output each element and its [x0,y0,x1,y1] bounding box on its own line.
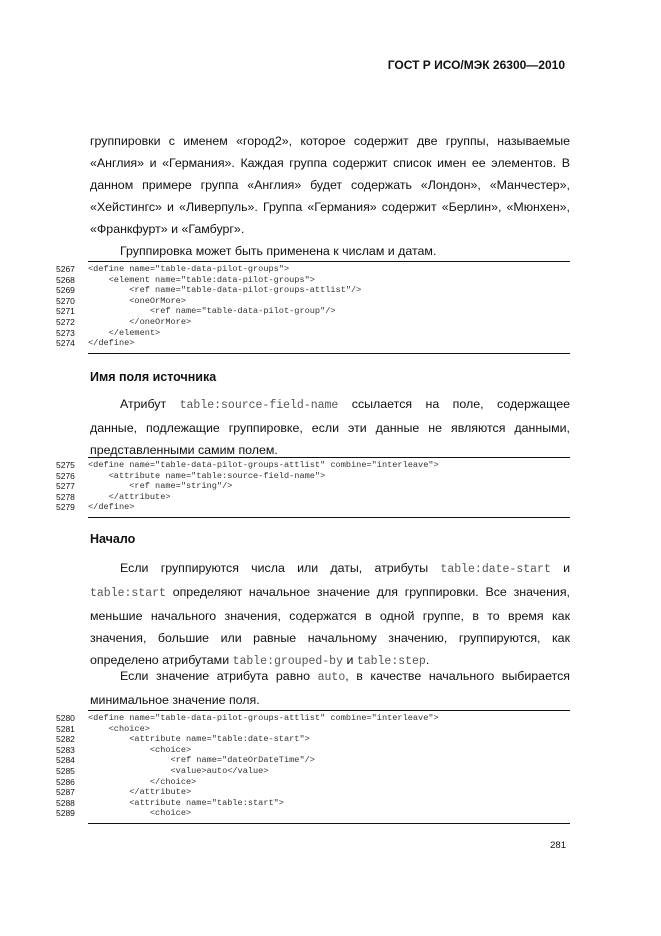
paragraph-line [90,581,570,605]
code-line [56,264,570,275]
line-number: 5276 [56,470,75,481]
line-number: 5281 [56,723,75,734]
code-text: <define name="table-data-pilot-groups"> [88,264,290,274]
code-text: <element name="table:data-pilot-groups"> [88,274,315,285]
paragraph-grouping-numbers [90,240,570,262]
code-line [56,798,570,809]
text: определяют начальное значение для группировки. Все значения, [172,585,570,599]
code-text: </oneOrMore> [88,316,192,327]
code-line [56,338,570,349]
code-bottom-rule [88,353,570,354]
code-line [56,296,570,307]
line-number: 5279 [56,502,75,513]
line-number: 5280 [56,713,75,723]
line-number: 5271 [56,306,75,317]
code-text: <choice> [88,808,192,819]
line-number: 5283 [56,744,75,755]
code-lines [56,458,570,517]
code-line [56,471,570,482]
code-text: <oneOrMore> [88,295,186,306]
code-lines [56,262,570,353]
code-line [56,745,570,756]
code-inline: table:grouped-by [232,655,343,668]
line-number: 5282 [56,734,75,745]
code-inline: table:source-field-name [179,399,339,412]
paragraph-line: данном примере группа «Англия» будет содержать «Лондон», «Манчестер», [90,178,570,192]
code-line [56,713,570,724]
document-header: ГОСТ Р ИСО/МЭК 26300—2010 [387,58,565,72]
paragraph-line: «Хейстингс» и «Ливерпуль». Группа «Германия» содержит «Берлин», «Мюнхен», [90,200,570,214]
paragraph-line: представленными самим полем. [90,443,278,457]
code-line [56,285,570,296]
paragraph-auto [90,665,570,711]
line-number: 5274 [56,338,75,349]
code-text: </define> [88,338,135,349]
code-line [56,766,570,777]
code-line [56,502,570,513]
paragraph-line [90,393,570,417]
line-number: 5277 [56,481,75,492]
code-inline: auto [317,671,346,684]
line-number: 5269 [56,285,75,296]
code-text: <attribute name="table:date-start"> [88,734,310,745]
line-number: 5284 [56,755,75,766]
text: и [563,561,570,575]
code-inline: table:step [356,655,426,668]
code-line [56,724,570,735]
code-text: <ref name="table-data-pilot-groups-attlist"/> [88,285,362,296]
code-block-start [56,710,570,824]
text: Атрибут [120,397,167,411]
code-text: </attribute> [88,491,171,502]
text: и [346,653,354,667]
paragraph-line: значения, большие или равные начальному значению, группируются, как [90,631,570,645]
text: определено атрибутами [90,653,230,667]
code-text: <value>auto</value> [88,765,269,776]
code-line [56,755,570,766]
paragraph-line: «Англия» и «Германия». Каждая группа содержит список имен ее элементов. В [90,156,570,170]
line-number: 5286 [56,776,75,787]
line-number: 5289 [56,808,75,819]
line-number: 5270 [56,295,75,306]
code-line [56,306,570,317]
paragraph-line [90,557,570,581]
code-inline: table:date-start [440,563,551,576]
line-number: 5272 [56,316,75,327]
text: . [425,653,430,667]
code-line [56,787,570,798]
code-text: </attribute> [88,787,192,798]
line-number: 5285 [56,765,75,776]
code-text: <ref name="string"/> [88,481,233,492]
code-line [56,777,570,788]
line-number: 5273 [56,327,75,338]
code-line [56,275,570,286]
code-text: </element> [88,327,161,338]
paragraph-line: минимальное значение поля. [90,693,260,707]
code-block-source-field [56,457,570,518]
code-block-groups [56,261,570,354]
code-bottom-rule [88,823,570,824]
code-line [56,808,570,819]
line-number: 5267 [56,264,75,274]
paragraph-start [90,557,570,673]
paragraph-line: меньшие начального значения, содержатся в одной группе, в то время как [90,609,570,623]
text: , в качестве начального выбирается [345,669,570,683]
code-text: <choice> [88,744,192,755]
paragraph-line: «Франкфурт» и «Гамбург». [90,222,245,236]
code-inline: table:start [90,587,166,600]
code-text: <define name="table-data-pilot-groups-attlist" combine="interleave"> [88,713,439,723]
page-number: 281 [550,840,566,851]
line-number: 5275 [56,460,75,470]
code-text: <define name="table-data-pilot-groups-attlist" combine="interleave"> [88,460,439,470]
line-number: 5268 [56,274,75,285]
code-line [56,460,570,471]
code-text: <choice> [88,723,150,734]
code-text: <ref name="dateOrDateTime"/> [88,755,315,766]
paragraph-line: группировки с именем «город2», которое содержит две группы, называемые [90,134,570,148]
code-line [56,317,570,328]
code-bottom-rule [88,517,570,518]
paragraph-line [90,665,570,689]
code-line [56,492,570,503]
line-number: 5288 [56,797,75,808]
code-text: <attribute name="table:start"> [88,797,284,808]
section-heading-start: Начало [90,532,136,546]
code-text: </define> [88,502,135,513]
text: Если значение атрибута равно [120,669,311,683]
code-line [56,481,570,492]
paragraph-source-field [90,393,570,461]
paragraph-line: данные, подлежащие группировке, если эти данные не являются данными, [90,421,570,435]
code-text: </choice> [88,776,197,787]
section-heading-source-field: Имя поля источника [90,370,217,384]
paragraph-grouping-example [90,130,570,240]
text: ссылается на поле, содержащее [351,397,570,411]
text: Если группируются числа или даты, атрибуты [120,561,429,575]
line-number: 5278 [56,491,75,502]
code-line [56,734,570,745]
code-line [56,328,570,339]
code-text: <ref name="table-data-pilot-group"/> [88,306,336,317]
paragraph-line: Группировка может быть применена к числам и датам. [120,244,437,258]
line-number: 5287 [56,787,75,798]
code-text: <attribute name="table:source-field-name"> [88,470,326,481]
code-lines [56,711,570,823]
